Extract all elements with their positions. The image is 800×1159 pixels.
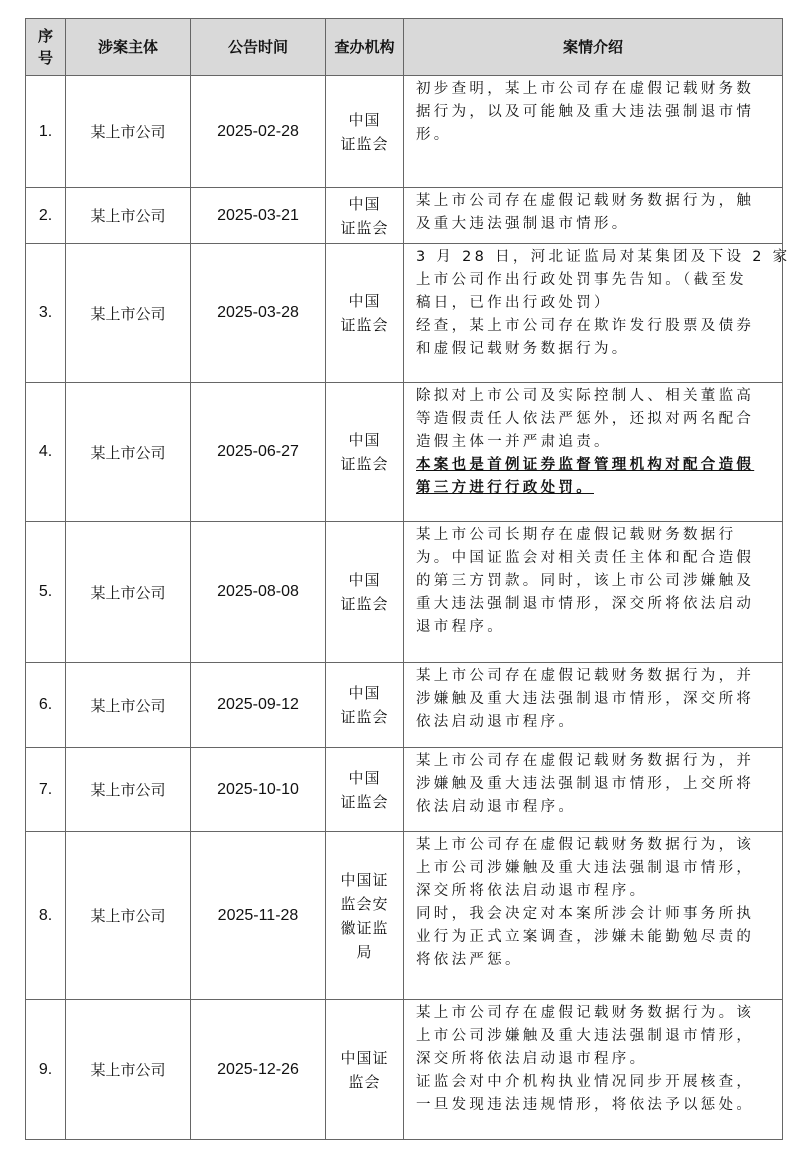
details-line: 3 月 28 日，河北证监局对某集团及下设 2 家	[416, 249, 791, 265]
details-line: 退市程序。	[416, 619, 505, 635]
details-line: 形。	[416, 127, 452, 143]
case-subject: 某上市公司	[66, 188, 191, 244]
row-number: 2.	[26, 188, 66, 244]
case-details	[404, 188, 783, 244]
case-details	[404, 76, 783, 188]
investigating-agency: 中国 证监会	[326, 663, 404, 748]
row-number: 6.	[26, 663, 66, 748]
details-line: 某上市公司存在虚假记载财务数据行为，该	[416, 837, 755, 853]
row-number: 9.	[26, 1000, 66, 1140]
details-line: 业行为正式立案调查，涉嫌未能勤勉尽责的	[416, 929, 755, 945]
announcement-date: 2025-02-28	[191, 76, 326, 188]
case-details	[404, 748, 783, 832]
announcement-date: 2025-10-10	[191, 748, 326, 832]
details-line: 某上市公司存在虚假记载财务数据行为。该	[416, 1005, 755, 1021]
investigating-agency: 中国 证监会	[326, 76, 404, 188]
details-line: 和虚假记载财务数据行为。	[416, 341, 630, 357]
details-line: 依法启动退市程序。	[416, 714, 577, 730]
case-details	[404, 663, 783, 748]
case-subject: 某上市公司	[66, 522, 191, 663]
announcement-date: 2025-12-26	[191, 1000, 326, 1140]
details-line: 第三方进行行政处罚。	[416, 480, 594, 496]
header-agency: 查办机构	[326, 19, 404, 76]
case-details	[404, 244, 791, 383]
announcement-date: 2025-03-28	[191, 244, 326, 383]
details-line: 及重大违法强制退市情形。	[416, 216, 630, 232]
case-details	[404, 522, 783, 663]
header-date: 公告时间	[191, 19, 326, 76]
investigating-agency: 中国 证监会	[326, 383, 404, 522]
details-line: 除拟对上市公司及实际控制人、相关董监高	[416, 388, 755, 404]
details-line: 为。中国证监会对相关责任主体和配合造假	[416, 550, 755, 566]
case-subject: 某上市公司	[66, 76, 191, 188]
row-number: 7.	[26, 748, 66, 832]
case-details	[404, 383, 783, 522]
case-subject: 某上市公司	[66, 832, 191, 1000]
details-line: 深交所将依法启动退市程序。	[416, 883, 648, 899]
case-table	[25, 18, 791, 1140]
details-line: 某上市公司存在虚假记载财务数据行为，触	[416, 193, 755, 209]
table-row	[26, 188, 783, 244]
details-line: 上市公司涉嫌触及重大违法强制退市情形，	[416, 1028, 755, 1044]
details-line: 某上市公司存在虚假记载财务数据行为，并	[416, 753, 755, 769]
table-row	[26, 522, 783, 663]
details-line: 造假主体一并严肃追责。	[416, 434, 612, 450]
investigating-agency: 中国证 监会	[326, 1000, 404, 1140]
row-number: 4.	[26, 383, 66, 522]
row-number: 8.	[26, 832, 66, 1000]
case-subject: 某上市公司	[66, 663, 191, 748]
investigating-agency: 中国证 监会安 徽证监 局	[326, 832, 404, 1000]
table-row	[26, 663, 783, 748]
details-line: 经查，某上市公司存在欺诈发行股票及债券	[416, 318, 755, 334]
details-line: 上市公司涉嫌触及重大违法强制退市情形，	[416, 860, 755, 876]
header-row	[26, 19, 783, 76]
table-row	[26, 244, 783, 383]
details-line: 的第三方罚款。同时，该上市公司涉嫌触及	[416, 573, 755, 589]
details-line: 将依法严惩。	[416, 952, 523, 968]
details-line: 一旦发现违法违规情形，将依法予以惩处。	[416, 1097, 755, 1113]
details-line: 上市公司作出行政处罚事先告知。（截至发	[416, 272, 747, 288]
details-line: 深交所将依法启动退市程序。	[416, 1051, 648, 1067]
details-line: 重大违法强制退市情形，深交所将依法启动	[416, 596, 755, 612]
details-line: 据行为，以及可能触及重大违法强制退市情	[416, 104, 755, 120]
details-line: 本案也是首例证券监督管理机构对配合造假	[416, 457, 755, 473]
investigating-agency: 中国 证监会	[326, 748, 404, 832]
announcement-date: 2025-08-08	[191, 522, 326, 663]
details-line: 依法启动退市程序。	[416, 799, 577, 815]
case-subject: 某上市公司	[66, 383, 191, 522]
table-row	[26, 76, 783, 188]
case-subject: 某上市公司	[66, 1000, 191, 1140]
details-line: 涉嫌触及重大违法强制退市情形，上交所将	[416, 776, 755, 792]
table-row	[26, 1000, 783, 1140]
investigating-agency: 中国 证监会	[326, 244, 404, 383]
announcement-date: 2025-09-12	[191, 663, 326, 748]
header-no: 序号	[26, 19, 66, 76]
details-line: 某上市公司长期存在虚假记载财务数据行	[416, 527, 737, 543]
case-details	[404, 1000, 783, 1140]
row-number: 3.	[26, 244, 66, 383]
header-details: 案情介绍	[404, 19, 783, 76]
row-number: 1.	[26, 76, 66, 188]
details-line: 证监会对中介机构执业情况同步开展核查，	[416, 1074, 755, 1090]
row-number: 5.	[26, 522, 66, 663]
announcement-date: 2025-03-21	[191, 188, 326, 244]
details-line: 初步查明，某上市公司存在虚假记载财务数	[416, 81, 755, 97]
table-row	[26, 748, 783, 832]
details-line: 等造假责任人依法严惩外，还拟对两名配合	[416, 411, 755, 427]
table-row	[26, 832, 783, 1000]
details-line: 某上市公司存在虚假记载财务数据行为，并	[416, 668, 755, 684]
details-line: 同时，我会决定对本案所涉会计师事务所执	[416, 906, 755, 922]
case-subject: 某上市公司	[66, 748, 191, 832]
details-line: 涉嫌触及重大违法强制退市情形，深交所将	[416, 691, 755, 707]
investigating-agency: 中国 证监会	[326, 522, 404, 663]
investigating-agency: 中国 证监会	[326, 188, 404, 244]
case-subject: 某上市公司	[66, 244, 191, 383]
details-line: 稿日，已作出行政处罚）	[416, 295, 612, 311]
table-row	[26, 383, 783, 522]
announcement-date: 2025-11-28	[191, 832, 326, 1000]
case-details	[404, 832, 783, 1000]
announcement-date: 2025-06-27	[191, 383, 326, 522]
header-subject: 涉案主体	[66, 19, 191, 76]
